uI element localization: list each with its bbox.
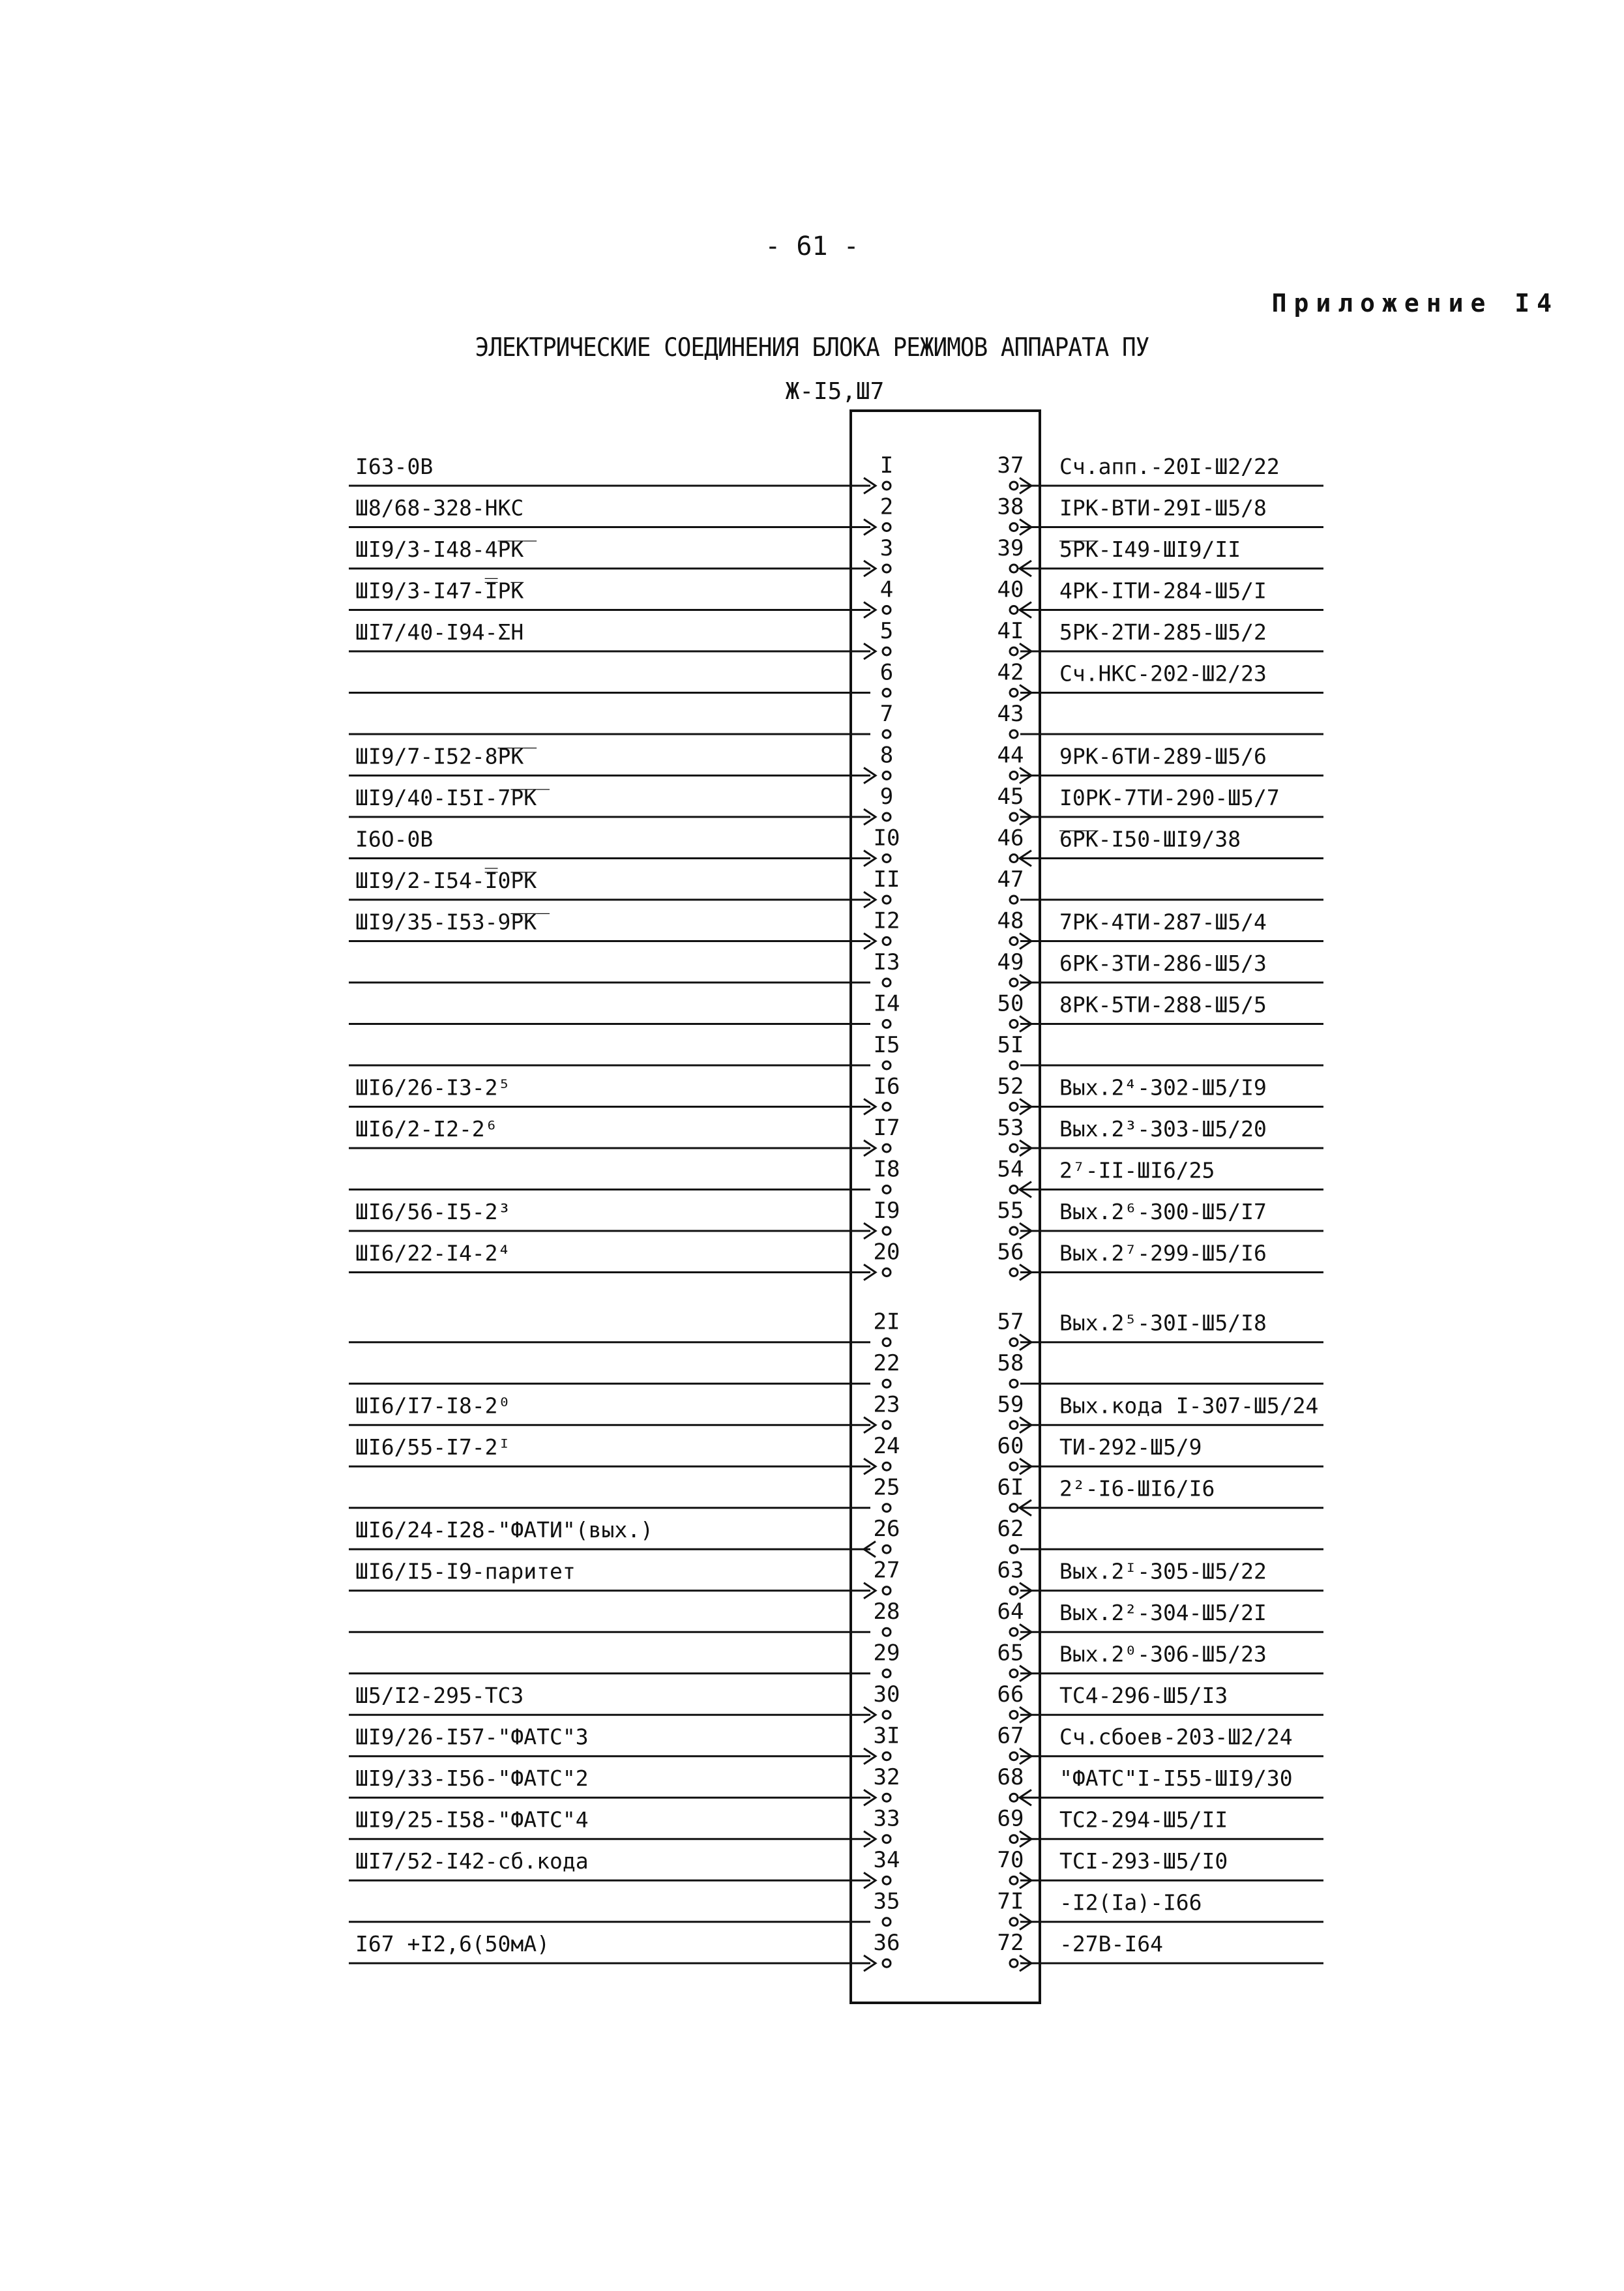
right-signal-label: 6РК-3ТИ-286-Ш5/3 xyxy=(1059,951,1267,976)
right-signal-label: ТСI-293-Ш5/I0 xyxy=(1059,1848,1228,1874)
left-pin-number: 20 xyxy=(873,1239,900,1265)
right-terminal xyxy=(1010,1545,1018,1553)
left-pin-number: I7 xyxy=(873,1115,900,1141)
right-pin-number: 7I xyxy=(997,1888,1024,1915)
left-signal-label: ШI9/33-I56-"ФАТС"2 xyxy=(355,1766,589,1792)
right-pin-number: 38 xyxy=(997,494,1024,520)
right-signal-label: Вых.2⁵-30I-Ш5/I8 xyxy=(1059,1310,1267,1336)
right-signal-label: 9РК-6ТИ-289-Ш5/6 xyxy=(1059,743,1267,769)
left-pin-number: 3I xyxy=(873,1722,900,1749)
left-pin-number: 36 xyxy=(873,1930,900,1957)
right-pin-number: 42 xyxy=(997,659,1024,686)
left-signal-label: I67 +I2,6(50мА) xyxy=(355,1931,550,1957)
left-terminal xyxy=(883,1421,891,1429)
right-signal-label: Вых.2⁴-302-Ш5/I9 xyxy=(1059,1074,1267,1101)
left-pin-number: 27 xyxy=(873,1557,900,1584)
left-terminal xyxy=(883,1504,891,1512)
left-pin-number: 6 xyxy=(879,659,894,686)
left-pin-number: 28 xyxy=(873,1599,900,1625)
left-terminal xyxy=(883,1380,891,1387)
left-terminal xyxy=(883,1876,891,1884)
right-pin-number: 68 xyxy=(997,1764,1024,1791)
left-signal-label: ШI6/26-I3-2⁵ xyxy=(355,1074,511,1101)
left-signal-label: ШI6/55-I7-2ᴵ xyxy=(355,1434,511,1460)
left-signal-label: ШI9/3-I48-4̅Р̅К̅ xyxy=(355,537,524,562)
left-pin-number: 32 xyxy=(873,1764,900,1791)
left-terminal xyxy=(883,1227,891,1235)
right-pin-number: 67 xyxy=(997,1722,1024,1749)
right-pin-number: 60 xyxy=(997,1433,1024,1460)
left-terminal xyxy=(883,524,891,531)
left-terminal xyxy=(883,1918,891,1926)
right-pin-number: 49 xyxy=(997,949,1024,975)
left-terminal xyxy=(883,482,891,490)
right-signal-label: Вых.кода I-307-Ш5/24 xyxy=(1059,1393,1319,1419)
left-terminal xyxy=(883,1835,891,1843)
left-terminal xyxy=(883,565,891,572)
left-terminal xyxy=(883,730,891,738)
left-pin-number: 24 xyxy=(873,1433,900,1460)
left-signal-label: ШI9/40-I5I-7̅Р̅К̅ xyxy=(355,785,537,810)
right-pin-number: 6I xyxy=(997,1474,1024,1501)
left-pin-number: II xyxy=(873,866,900,893)
left-pin-number: 30 xyxy=(873,1681,900,1708)
left-signal-label: ШI6/56-I5-2³ xyxy=(355,1199,511,1224)
right-terminal xyxy=(1010,1227,1018,1235)
right-terminal xyxy=(1010,524,1018,531)
left-terminal xyxy=(883,1752,891,1760)
right-signal-label: -I2(Iа)-I66 xyxy=(1059,1889,1202,1915)
left-terminal xyxy=(883,1670,891,1678)
left-pin-number: I0 xyxy=(873,825,900,851)
left-pin-number: I8 xyxy=(873,1156,900,1183)
left-terminal xyxy=(883,772,891,780)
left-terminal xyxy=(883,1269,891,1277)
right-pin-number: 43 xyxy=(997,701,1024,727)
right-pin-number: 54 xyxy=(997,1156,1024,1183)
left-pin-number: 25 xyxy=(873,1474,900,1501)
right-signal-label: IРК-ВТИ-29I-Ш5/8 xyxy=(1059,495,1267,521)
right-pin-number: 56 xyxy=(997,1239,1024,1265)
right-pin-number: 40 xyxy=(997,576,1024,603)
right-terminal xyxy=(1010,606,1018,614)
right-signal-label: Вых.2⁶-300-Ш5/I7 xyxy=(1059,1199,1267,1224)
appendix-label: Приложение I4 xyxy=(1271,289,1559,318)
right-terminal xyxy=(1010,1876,1018,1884)
right-signal-label: I0РК-7ТИ-290-Ш5/7 xyxy=(1059,785,1280,810)
right-terminal xyxy=(1010,1752,1018,1760)
right-pin-number: 52 xyxy=(997,1073,1024,1100)
right-signal-label: Сч.апп.-20I-Ш2/22 xyxy=(1059,454,1280,479)
right-pin-number: 69 xyxy=(997,1805,1024,1832)
right-signal-label: 2⁷-II-ШI6/25 xyxy=(1059,1157,1215,1183)
right-pin-number: 66 xyxy=(997,1681,1024,1708)
right-pin-number: 37 xyxy=(997,452,1024,479)
document-title: ЭЛЕКТРИЧЕСКИЕ СОЕДИНЕНИЯ БЛОКА РЕЖИМОВ АППАРАТА ПУ xyxy=(475,333,1149,363)
left-signal-label: I63-0В xyxy=(355,454,434,479)
right-terminal xyxy=(1010,1020,1018,1028)
right-signal-label: "ФАТС"I-I55-ШI9/30 xyxy=(1059,1766,1293,1792)
right-pin-number: 64 xyxy=(997,1599,1024,1625)
right-terminal xyxy=(1010,979,1018,986)
right-terminal xyxy=(1010,1269,1018,1277)
right-terminal xyxy=(1010,896,1018,904)
left-terminal xyxy=(883,855,891,863)
right-terminal xyxy=(1010,1186,1018,1194)
right-pin-number: 72 xyxy=(997,1930,1024,1957)
right-pin-number: 53 xyxy=(997,1115,1024,1141)
right-pin-number: 48 xyxy=(997,908,1024,934)
left-signal-label: ШI9/35-I53-9̅Р̅К̅ xyxy=(355,909,537,935)
connector-label: Ж-I5,Ш7 xyxy=(785,378,885,405)
right-pin-number: 55 xyxy=(997,1198,1024,1224)
left-signal-label: ШI9/3-I47-̅I̅Р̅К xyxy=(355,578,524,604)
right-terminal xyxy=(1010,772,1018,780)
right-terminal xyxy=(1010,730,1018,738)
left-pin-number: 22 xyxy=(873,1350,900,1377)
left-pin-number: I9 xyxy=(873,1198,900,1224)
right-signal-label: ТИ-292-Ш5/9 xyxy=(1059,1434,1202,1460)
left-terminal xyxy=(883,1628,891,1636)
left-pin-number: 26 xyxy=(873,1516,900,1543)
left-terminal xyxy=(883,1061,891,1069)
left-signal-label: Ш5/I2-295-ТС3 xyxy=(355,1683,524,1709)
left-pin-number: I6 xyxy=(873,1073,900,1100)
right-terminal xyxy=(1010,1711,1018,1719)
left-terminal xyxy=(883,1711,891,1719)
left-signal-label: ШI6/2-I2-2⁶ xyxy=(355,1116,498,1142)
right-terminal xyxy=(1010,1587,1018,1595)
right-signal-label: 2²-I6-ШI6/I6 xyxy=(1059,1475,1215,1501)
right-signal-label: 4РК-IТИ-284-Ш5/I xyxy=(1059,578,1267,604)
left-pin-number: 35 xyxy=(873,1888,900,1915)
right-signal-label: Вых.2³-303-Ш5/20 xyxy=(1059,1116,1267,1142)
right-terminal xyxy=(1010,482,1018,490)
right-pin-number: 65 xyxy=(997,1640,1024,1666)
left-signal-label: ШI9/26-I57-"ФАТС"3 xyxy=(355,1724,589,1750)
left-signal-label: ШI6/I7-I8-2⁰ xyxy=(355,1393,511,1419)
left-signal-label: ШI9/25-I58-"ФАТС"4 xyxy=(355,1807,589,1833)
right-signal-label: ̅5̅Р̅К-I49-ШI9/II xyxy=(1059,537,1241,562)
left-terminal xyxy=(883,1020,891,1028)
left-terminal xyxy=(883,813,891,821)
left-terminal xyxy=(883,1462,891,1470)
left-pin-number: I xyxy=(879,452,894,479)
right-signal-label: 7РК-4ТИ-287-Ш5/4 xyxy=(1059,909,1267,935)
right-terminal xyxy=(1010,689,1018,697)
left-terminal xyxy=(883,1186,891,1194)
left-pin-number: 7 xyxy=(879,701,894,727)
right-terminal xyxy=(1010,938,1018,945)
right-terminal xyxy=(1010,647,1018,655)
left-terminal xyxy=(883,689,891,697)
left-pin-number: 9 xyxy=(879,784,894,810)
right-pin-number: 5I xyxy=(997,1032,1024,1058)
right-pin-number: 63 xyxy=(997,1557,1024,1584)
right-signal-label: Вых.2ᴵ-305-Ш5/22 xyxy=(1059,1558,1267,1584)
left-pin-number: 2 xyxy=(879,494,894,520)
right-signal-label: Сч.НКС-202-Ш2/23 xyxy=(1059,660,1267,687)
right-signal-label: Вых.2²-304-Ш5/2I xyxy=(1059,1600,1267,1626)
left-pin-number: I3 xyxy=(873,949,900,975)
right-pin-number: 62 xyxy=(997,1516,1024,1543)
right-terminal xyxy=(1010,1338,1018,1346)
right-signal-label: Вых.2⁰-306-Ш5/23 xyxy=(1059,1641,1267,1667)
left-pin-number: I4 xyxy=(873,990,900,1017)
right-pin-number: 45 xyxy=(997,784,1024,810)
left-pin-number: 4 xyxy=(879,576,894,603)
left-terminal xyxy=(883,896,891,904)
right-signal-label: ТС2-294-Ш5/II xyxy=(1059,1807,1228,1833)
right-pin-number: 59 xyxy=(997,1391,1024,1418)
right-pin-number: 47 xyxy=(997,866,1024,893)
left-pin-number: 2I xyxy=(873,1308,900,1335)
right-signal-label: 5РК-2ТИ-285-Ш5/2 xyxy=(1059,619,1267,645)
right-terminal xyxy=(1010,1628,1018,1636)
right-terminal xyxy=(1010,1504,1018,1512)
right-terminal xyxy=(1010,1918,1018,1926)
right-pin-number: 46 xyxy=(997,825,1024,851)
left-terminal xyxy=(883,1338,891,1346)
page-number: - 61 - xyxy=(765,231,859,261)
left-pin-number: 23 xyxy=(873,1391,900,1418)
right-signal-label: Сч.сбоев-203-Ш2/24 xyxy=(1059,1724,1293,1750)
right-terminal xyxy=(1010,1380,1018,1387)
left-terminal xyxy=(883,1144,891,1152)
right-terminal xyxy=(1010,1103,1018,1111)
left-signal-label: ШI9/7-I52-8̅Р̅К̅ xyxy=(355,743,524,769)
left-terminal xyxy=(883,1545,891,1553)
left-terminal xyxy=(883,1587,891,1595)
left-terminal xyxy=(883,647,891,655)
right-pin-number: 4I xyxy=(997,618,1024,644)
left-signal-label: ШI6/24-I28-"ФАТИ"(вых.) xyxy=(355,1517,653,1543)
left-terminal xyxy=(883,606,891,614)
right-terminal xyxy=(1010,855,1018,863)
left-terminal xyxy=(883,1103,891,1111)
left-signal-label: ШI6/I5-I9-паритет xyxy=(355,1558,576,1584)
left-pin-number: 33 xyxy=(873,1805,900,1832)
right-terminal xyxy=(1010,1421,1018,1429)
left-pin-number: 3 xyxy=(879,535,894,561)
left-signal-label: I6О-0В xyxy=(355,826,434,852)
right-terminal xyxy=(1010,1794,1018,1801)
left-terminal xyxy=(883,938,891,945)
right-pin-number: 44 xyxy=(997,742,1024,769)
right-signal-label: 8РК-5ТИ-288-Ш5/5 xyxy=(1059,992,1267,1018)
right-pin-number: 50 xyxy=(997,990,1024,1017)
right-pin-number: 70 xyxy=(997,1847,1024,1874)
right-signal-label: -27В-I64 xyxy=(1059,1931,1163,1957)
left-pin-number: 5 xyxy=(879,618,894,644)
left-pin-number: 8 xyxy=(879,742,894,769)
right-pin-number: 39 xyxy=(997,535,1024,561)
right-signal-label: ̅6̅Р̅К-I50-ШI9/38 xyxy=(1059,826,1241,852)
right-terminal xyxy=(1010,1670,1018,1678)
left-signal-label: Ш8/68-328-НКС xyxy=(355,495,524,521)
left-signal-label: ШI9/2-I54-̅I̅0̅Р̅К xyxy=(355,868,537,893)
right-terminal xyxy=(1010,1462,1018,1470)
right-pin-number: 57 xyxy=(997,1308,1024,1335)
left-terminal xyxy=(883,1959,891,1967)
right-signal-label: Вых.2⁷-299-Ш5/I6 xyxy=(1059,1240,1267,1266)
left-terminal xyxy=(883,1794,891,1801)
right-terminal xyxy=(1010,565,1018,572)
left-pin-number: I5 xyxy=(873,1032,900,1058)
right-terminal xyxy=(1010,813,1018,821)
right-signal-label: ТС4-296-Ш5/I3 xyxy=(1059,1683,1228,1709)
right-pin-number: 58 xyxy=(997,1350,1024,1377)
left-pin-number: I2 xyxy=(873,908,900,934)
right-terminal xyxy=(1010,1835,1018,1843)
right-terminal xyxy=(1010,1959,1018,1967)
left-pin-number: 34 xyxy=(873,1847,900,1874)
left-terminal xyxy=(883,979,891,986)
left-signal-label: ШI7/40-I94-ΣН xyxy=(355,619,524,645)
left-pin-number: 29 xyxy=(873,1640,900,1666)
left-signal-label: ШI7/52-I42-сб.кода xyxy=(355,1848,589,1874)
right-terminal xyxy=(1010,1061,1018,1069)
right-terminal xyxy=(1010,1144,1018,1152)
left-signal-label: ШI6/22-I4-2⁴ xyxy=(355,1240,511,1266)
